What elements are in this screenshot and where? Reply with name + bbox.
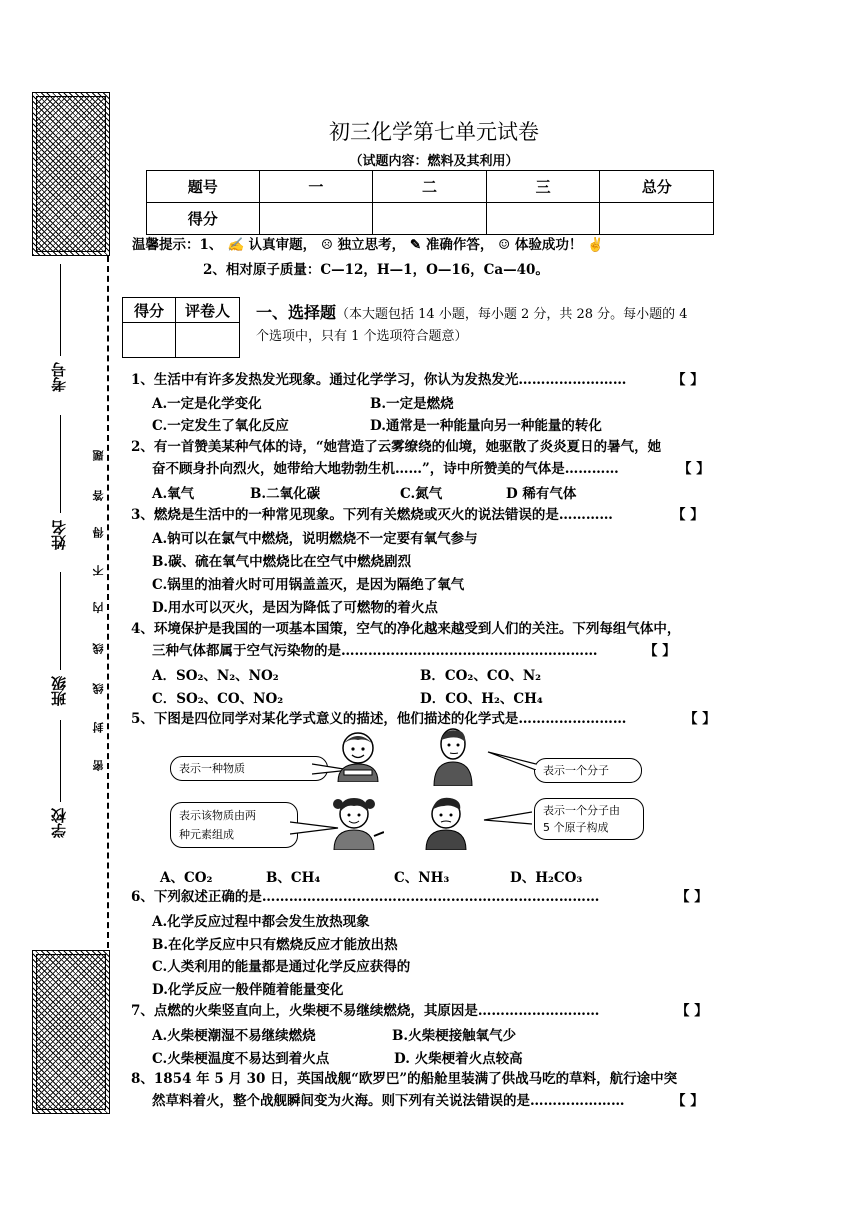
- option-c[interactable]: C.火柴梗温度不易达到着火点: [152, 1051, 330, 1067]
- option-b[interactable]: B．CO₂、CO、N₂: [420, 668, 542, 684]
- score-cell: 总分: [600, 171, 714, 203]
- question-2: 2、有一首赞美某种气体的诗，“她营造了云雾缭绕的仙境，她驱散了炎炎夏日的暑气，她: [131, 439, 662, 455]
- seal-dashed-line: [107, 256, 109, 948]
- name-label: 姓名: [50, 520, 68, 550]
- answer-bracket[interactable]: 【 】: [672, 507, 704, 523]
- option-a[interactable]: A.钠可以在氯气中燃烧，说明燃烧不一定要有氧气参与: [152, 531, 478, 547]
- score-table-header-row: [147, 171, 714, 203]
- binding-pattern-bottom: [32, 950, 110, 1114]
- option-b[interactable]: B.在化学反应中只有燃烧反应才能放出热: [152, 937, 398, 953]
- face-icon: ☹: [320, 237, 333, 253]
- section-header: [256, 300, 688, 323]
- option-c[interactable]: C、NH₃: [394, 870, 450, 886]
- tip-text: 体验成功！: [514, 237, 583, 253]
- tip-text: 准确作答，: [425, 237, 494, 253]
- speech-bubble: [170, 802, 298, 848]
- score-input-cell[interactable]: [600, 203, 714, 235]
- option-a[interactable]: A.化学反应过程中都会发生放热现象: [152, 914, 370, 930]
- seal-char: 题: [92, 450, 105, 461]
- grader-box: [122, 297, 240, 358]
- bubble-tail: [482, 808, 532, 828]
- writing-hand-icon: ✎: [409, 237, 422, 253]
- tips-line-1: [132, 233, 604, 253]
- option-b[interactable]: B.二氧化碳: [250, 486, 321, 502]
- tips-line-2: 2、相对原子质量：C—12，H—1，O—16，Ca—40。: [203, 262, 549, 278]
- option-d[interactable]: D．CO、H₂、CH₄: [420, 691, 543, 707]
- option-b[interactable]: B.火柴梗接触氧气少: [392, 1028, 517, 1044]
- score-input-cell[interactable]: [486, 203, 600, 235]
- option-a[interactable]: A.火柴梗潮湿不易继续燃烧: [152, 1028, 316, 1044]
- tip-text: 独立思考，: [337, 237, 406, 253]
- question-6: 6、下列叙述正确的是…………………………………………………………………: [131, 889, 600, 905]
- grader-reviewer-label: 评卷人: [176, 298, 240, 323]
- student-man-icon: [428, 726, 478, 786]
- score-cell: 二: [373, 171, 487, 203]
- seal-char: 封: [92, 722, 105, 733]
- question-7: 7、点燃的火柴竖直向上，火柴梗不易继续燃烧，其原因是………………………: [131, 1003, 600, 1019]
- exam-no-line: [60, 264, 61, 356]
- bubble-tail: [486, 750, 536, 770]
- pen-icon: ✍: [227, 237, 244, 253]
- answer-bracket[interactable]: 【 】: [678, 461, 710, 477]
- answer-bracket[interactable]: 【 】: [672, 1093, 704, 1109]
- speech-bubble: [534, 758, 642, 783]
- answer-bracket[interactable]: 【 】: [644, 643, 676, 659]
- option-d[interactable]: D、H₂CO₃: [510, 870, 583, 886]
- seal-char: 答: [92, 490, 105, 501]
- bubble-text: 表示该物质由两: [179, 809, 256, 822]
- page-subtitle: （试题内容：燃料及其利用）: [349, 154, 519, 169]
- seal-char: 不: [92, 565, 105, 576]
- option-d[interactable]: D.用水可以灭火，是因为降低了可燃物的着火点: [152, 600, 438, 616]
- option-c[interactable]: C.一定发生了氧化反应: [152, 418, 289, 434]
- question-4: 4、环境保护是我国的一项基本国策，空气的净化越来越受到人们的关注。下列每组气体中，: [131, 621, 681, 637]
- seal-char: 线: [92, 643, 105, 654]
- option-a[interactable]: A、CO₂: [160, 870, 213, 886]
- grader-score-label: 得分: [123, 298, 176, 323]
- answer-bracket[interactable]: 【 】: [676, 889, 708, 905]
- option-d[interactable]: D 稀有气体: [506, 486, 577, 502]
- option-c[interactable]: C.锅里的油着火时可用锅盖盖灭，是因为隔绝了氧气: [152, 577, 465, 593]
- student-girl-icon: [324, 794, 384, 850]
- bubble-text: 表示一个分子: [543, 764, 609, 777]
- score-table-score-row: [147, 203, 714, 235]
- answer-bracket[interactable]: 【 】: [676, 1003, 708, 1019]
- seal-char: 内: [92, 602, 105, 613]
- class-line: [60, 572, 61, 670]
- option-a[interactable]: A．SO₂、N₂、NO₂: [152, 668, 279, 684]
- score-cell: 三: [486, 171, 600, 203]
- option-c[interactable]: C.氮气: [400, 486, 443, 502]
- seal-char: 线: [92, 683, 105, 694]
- option-c[interactable]: C.人类利用的能量都是通过化学反应获得的: [152, 959, 411, 975]
- question-8: 8、1854 年 5 月 30 日，英国战舰“欧罗巴”的船舱里装满了供战马吃的草料，航行途中突: [131, 1071, 678, 1087]
- option-b[interactable]: B.碳、硫在氧气中燃烧比在空气中燃烧剧烈: [152, 554, 412, 570]
- option-a[interactable]: A.氧气: [152, 486, 195, 502]
- bubble-text: 表示一种物质: [179, 762, 245, 775]
- bubble-text: 表示一个分子由: [543, 804, 620, 817]
- score-cell: 一: [259, 171, 373, 203]
- question-5: 5、下图是四位同学对某化学式意义的描述，他们描述的化学式是……………………: [131, 711, 627, 727]
- option-b[interactable]: B.一定是燃烧: [370, 396, 454, 412]
- score-cell: 题号: [147, 171, 260, 203]
- page-title: 初三化学第七单元试卷: [329, 120, 539, 144]
- exam-no-label: 考号: [50, 362, 68, 392]
- option-d[interactable]: D.化学反应一般伴随着能量变化: [152, 982, 344, 998]
- section-desc: （本大题包括 14 小题，每小题 2 分，共 28 分。每小题的 4: [336, 307, 688, 322]
- score-input-cell[interactable]: [259, 203, 373, 235]
- student-boy-2-icon: [420, 794, 476, 850]
- seal-char: 得: [92, 527, 105, 538]
- seal-char: 密: [92, 760, 105, 771]
- bubble-text: 5 个原子构成: [543, 821, 609, 834]
- question-3: 3、燃烧是生活中的一种常见现象。下列有关燃烧或灭火的说法错误的是…………: [131, 507, 613, 523]
- student-boy-icon: [330, 730, 386, 782]
- question-1: 1、生活中有许多发热发光现象。通过化学学习，你认为发热发光……………………: [131, 372, 627, 388]
- speech-bubble: [170, 756, 328, 781]
- score-table: [146, 170, 714, 235]
- speech-bubble: [534, 798, 644, 840]
- tip-text: 认真审题，: [248, 237, 317, 253]
- smile-icon: ☺: [498, 237, 511, 253]
- answer-bracket[interactable]: 【 】: [672, 372, 704, 388]
- bubble-text: 种元素组成: [179, 828, 234, 841]
- question-4-cont: 三种气体都属于空气污染物的是…………………………………………………: [152, 643, 598, 659]
- question-2-cont: 奋不顾身扑向烈火，她带给大地勃勃生机……”，诗中所赞美的气体是…………: [152, 461, 619, 477]
- section-desc-2: 个选项中，只有 1 个选项符合题意）: [256, 329, 468, 344]
- class-label: 班级: [50, 676, 68, 706]
- score-input-cell[interactable]: [373, 203, 487, 235]
- name-line: [60, 415, 61, 513]
- option-d[interactable]: D. 火柴梗着火点较高: [394, 1051, 523, 1067]
- grader-score-cell[interactable]: [123, 323, 176, 358]
- section-title: 一、选择题: [256, 303, 337, 322]
- tips-prefix: 温馨提示：1、: [132, 237, 223, 253]
- school-label: 学校: [50, 808, 68, 838]
- answer-bracket[interactable]: 【 】: [684, 711, 716, 727]
- score-row-label: 得分: [147, 203, 260, 235]
- option-a[interactable]: A.一定是化学变化: [152, 396, 262, 412]
- school-line: [60, 720, 61, 802]
- question-8-cont: 然草料着火，整个战舰瞬间变为火海。则下列有关说法错误的是…………………: [152, 1093, 625, 1109]
- option-c[interactable]: C．SO₂、CO、NO₂: [152, 691, 284, 707]
- grader-reviewer-cell[interactable]: [176, 323, 240, 358]
- victory-hand-icon: ✌: [587, 237, 604, 253]
- option-b[interactable]: B、CH₄: [266, 870, 321, 886]
- option-d[interactable]: D.通常是一种能量向另一种能量的转化: [370, 418, 602, 434]
